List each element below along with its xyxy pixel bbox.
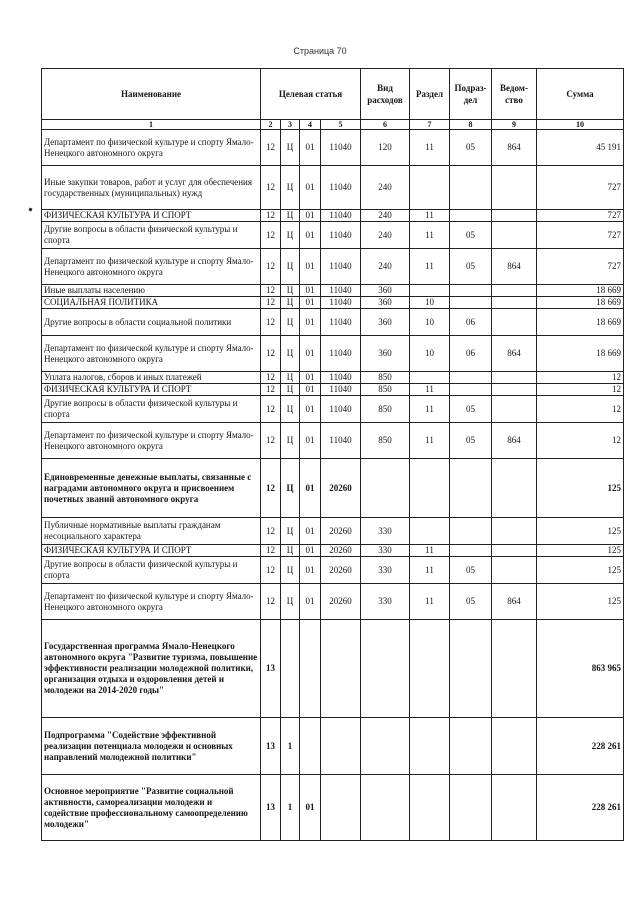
cell-target-event: 01: [300, 545, 321, 557]
header-vedomstvo: Ведом-ство: [492, 69, 537, 120]
cell-name: Государственная программа Ямало-Ненецкого автономного округа "Развитие туризма, повышение эффективности реализации молодежной политики, организация отдыха и оздоровления детей и молодежи на 2014-2020 годы": [42, 620, 261, 718]
cell-target-event: 01: [300, 130, 321, 166]
cell-target-event: 01: [300, 775, 321, 841]
cell-subsection: [450, 384, 492, 396]
column-number: 2: [261, 120, 281, 130]
cell-expense-type: [361, 459, 410, 518]
cell-target-program: 13: [261, 620, 281, 718]
column-number: 3: [281, 120, 300, 130]
cell-section: 10: [410, 309, 450, 336]
cell-target-subprogram: Ц: [281, 249, 300, 285]
cell-department: [492, 557, 537, 584]
cell-target-program: 12: [261, 222, 281, 249]
cell-target-event: [300, 718, 321, 775]
cell-target-event: 01: [300, 166, 321, 210]
cell-expense-type: 330: [361, 545, 410, 557]
cell-subsection: 05: [450, 557, 492, 584]
cell-target-subprogram: Ц: [281, 210, 300, 222]
header-summa: Сумма: [537, 69, 624, 120]
cell-department: [492, 775, 537, 841]
cell-expense-type: 360: [361, 285, 410, 297]
cell-name: Единовременные денежные выплаты, связанные с наградами автономного округа и присвоением почетных званий автономного округа: [42, 459, 261, 518]
cell-name: Подпрограмма "Содействие эффективной реализации потенциала молодежи и основных направлений молодежной политики": [42, 718, 261, 775]
cell-department: [492, 459, 537, 518]
cell-target-subprogram: Ц: [281, 372, 300, 384]
cell-amount: 727: [537, 249, 624, 285]
cell-target-program: 12: [261, 249, 281, 285]
cell-target-program: 12: [261, 210, 281, 222]
cell-target-subprogram: Ц: [281, 396, 300, 423]
table-row: [42, 166, 624, 210]
cell-target-subprogram: [281, 620, 300, 718]
cell-target-code: 11040: [321, 130, 361, 166]
cell-expense-type: [361, 620, 410, 718]
cell-target-subprogram: Ц: [281, 545, 300, 557]
cell-section: 11: [410, 249, 450, 285]
cell-subsection: [450, 459, 492, 518]
cell-target-event: 01: [300, 222, 321, 249]
cell-target-event: 01: [300, 423, 321, 459]
cell-target-subprogram: Ц: [281, 309, 300, 336]
cell-target-code: 11040: [321, 423, 361, 459]
cell-expense-type: 360: [361, 297, 410, 309]
cell-amount: 12: [537, 423, 624, 459]
cell-target-program: 13: [261, 775, 281, 841]
cell-target-event: 01: [300, 336, 321, 372]
cell-amount: 228 261: [537, 718, 624, 775]
cell-target-subprogram: Ц: [281, 336, 300, 372]
cell-department: [492, 545, 537, 557]
cell-target-event: [300, 620, 321, 718]
cell-section: [410, 620, 450, 718]
cell-target-subprogram: 1: [281, 775, 300, 841]
cell-amount: 18 669: [537, 336, 624, 372]
cell-amount: 18 669: [537, 285, 624, 297]
cell-expense-type: 360: [361, 309, 410, 336]
cell-amount: 18 669: [537, 309, 624, 336]
cell-name: Департамент по физической культуре и спорту Ямало-Ненецкого автономного округа: [42, 584, 261, 620]
cell-name: Департамент по физической культуре и спорту Ямало-Ненецкого автономного округа: [42, 336, 261, 372]
cell-expense-type: 240: [361, 222, 410, 249]
cell-department: [492, 518, 537, 545]
cell-subsection: 05: [450, 249, 492, 285]
cell-target-subprogram: Ц: [281, 584, 300, 620]
cell-department: [492, 222, 537, 249]
cell-target-event: 01: [300, 372, 321, 384]
cell-target-code: 11040: [321, 384, 361, 396]
column-number: 8: [450, 120, 492, 130]
cell-subsection: [450, 210, 492, 222]
cell-department: [492, 396, 537, 423]
cell-department: [492, 384, 537, 396]
cell-target-program: 12: [261, 130, 281, 166]
cell-target-program: 12: [261, 297, 281, 309]
cell-name: СОЦИАЛЬНАЯ ПОЛИТИКА: [42, 297, 261, 309]
cell-section: 11: [410, 130, 450, 166]
cell-subsection: [450, 166, 492, 210]
column-number: 7: [410, 120, 450, 130]
cell-amount: 727: [537, 166, 624, 210]
table-row: [42, 297, 624, 309]
cell-section: 11: [410, 222, 450, 249]
cell-target-code: 11040: [321, 166, 361, 210]
cell-name: Уплата налогов, сборов и иных платежей: [42, 372, 261, 384]
page-number: Страница 70: [293, 46, 347, 56]
cell-target-program: 13: [261, 718, 281, 775]
cell-target-program: 12: [261, 166, 281, 210]
cell-section: 11: [410, 584, 450, 620]
cell-amount: 18 669: [537, 297, 624, 309]
header-vid: Вид расходов: [361, 69, 410, 120]
cell-department: [492, 309, 537, 336]
cell-target-program: 12: [261, 336, 281, 372]
table-row: [42, 557, 624, 584]
cell-name: Основное мероприятие "Развитие социальной активности, самореализации молодежи и содействие профессиональному самоопределению молодежи": [42, 775, 261, 841]
cell-target-event: 01: [300, 459, 321, 518]
cell-target-code: [321, 718, 361, 775]
table-row: [42, 285, 624, 297]
cell-subsection: [450, 285, 492, 297]
cell-target-code: 20260: [321, 459, 361, 518]
table-row: [42, 518, 624, 545]
cell-amount: 228 261: [537, 775, 624, 841]
cell-subsection: 06: [450, 336, 492, 372]
cell-target-subprogram: Ц: [281, 384, 300, 396]
cell-expense-type: 240: [361, 249, 410, 285]
cell-target-code: 20260: [321, 584, 361, 620]
cell-department: [492, 166, 537, 210]
cell-target-subprogram: Ц: [281, 222, 300, 249]
cell-subsection: [450, 775, 492, 841]
cell-target-code: 11040: [321, 249, 361, 285]
cell-department: [492, 718, 537, 775]
cell-name: Иные закупки товаров, работ и услуг для обеспечения государственных (муниципальных) нужд: [42, 166, 261, 210]
cell-section: 11: [410, 423, 450, 459]
cell-target-code: 11040: [321, 222, 361, 249]
cell-expense-type: 850: [361, 384, 410, 396]
cell-name: ФИЗИЧЕСКАЯ КУЛЬТУРА И СПОРТ: [42, 545, 261, 557]
cell-subsection: [450, 372, 492, 384]
cell-expense-type: 240: [361, 166, 410, 210]
cell-amount: 12: [537, 384, 624, 396]
column-number: 1: [42, 120, 261, 130]
cell-target-code: 20260: [321, 518, 361, 545]
table-row: [42, 584, 624, 620]
cell-subsection: 05: [450, 396, 492, 423]
cell-department: 864: [492, 130, 537, 166]
cell-target-subprogram: Ц: [281, 557, 300, 584]
cell-expense-type: 330: [361, 584, 410, 620]
cell-target-event: 01: [300, 584, 321, 620]
cell-section: 11: [410, 210, 450, 222]
cell-target-program: 12: [261, 285, 281, 297]
cell-subsection: [450, 297, 492, 309]
cell-target-subprogram: Ц: [281, 518, 300, 545]
cell-subsection: [450, 718, 492, 775]
cell-section: [410, 518, 450, 545]
cell-subsection: 05: [450, 130, 492, 166]
cell-department: 864: [492, 249, 537, 285]
table-row: [42, 396, 624, 423]
cell-target-subprogram: Ц: [281, 459, 300, 518]
column-number: 5: [321, 120, 361, 130]
cell-section: 11: [410, 557, 450, 584]
scan-mark: [29, 208, 33, 212]
cell-target-event: 01: [300, 384, 321, 396]
column-number: 9: [492, 120, 537, 130]
cell-name: Другие вопросы в области физической культуры и спорта: [42, 557, 261, 584]
cell-department: [492, 620, 537, 718]
cell-subsection: 05: [450, 584, 492, 620]
cell-target-event: 01: [300, 557, 321, 584]
cell-name: Другие вопросы в области социальной политики: [42, 309, 261, 336]
cell-amount: 727: [537, 222, 624, 249]
table-row: [42, 718, 624, 775]
cell-target-program: 12: [261, 459, 281, 518]
cell-name: Другие вопросы в области физической культуры и спорта: [42, 222, 261, 249]
cell-expense-type: 330: [361, 557, 410, 584]
cell-section: [410, 718, 450, 775]
cell-target-program: 12: [261, 557, 281, 584]
header-podrazdel: Подраз-дел: [450, 69, 492, 120]
cell-target-program: 12: [261, 518, 281, 545]
cell-expense-type: 240: [361, 210, 410, 222]
cell-target-code: 11040: [321, 210, 361, 222]
cell-subsection: [450, 518, 492, 545]
cell-amount: 125: [537, 584, 624, 620]
table-row: [42, 309, 624, 336]
table-row: [42, 545, 624, 557]
cell-name: Департамент по физической культуре и спорту Ямало-Ненецкого автономного округа: [42, 423, 261, 459]
cell-target-program: 12: [261, 396, 281, 423]
cell-name: Публичные нормативные выплаты гражданам несоциального характера: [42, 518, 261, 545]
cell-name: Другие вопросы в области физической культуры и спорта: [42, 396, 261, 423]
cell-target-code: 20260: [321, 557, 361, 584]
cell-section: [410, 775, 450, 841]
cell-target-subprogram: Ц: [281, 166, 300, 210]
table-row: [42, 130, 624, 166]
cell-target-code: 11040: [321, 297, 361, 309]
cell-expense-type: 850: [361, 372, 410, 384]
cell-target-subprogram: Ц: [281, 130, 300, 166]
cell-department: 864: [492, 423, 537, 459]
cell-department: [492, 372, 537, 384]
cell-target-program: 12: [261, 423, 281, 459]
cell-section: 10: [410, 336, 450, 372]
header-razdel: Раздел: [410, 69, 450, 120]
cell-target-code: 11040: [321, 285, 361, 297]
table-row: [42, 210, 624, 222]
column-number: 6: [361, 120, 410, 130]
cell-target-subprogram: 1: [281, 718, 300, 775]
cell-subsection: 05: [450, 423, 492, 459]
table-row: [42, 459, 624, 518]
column-number: 4: [300, 120, 321, 130]
cell-target-event: 01: [300, 249, 321, 285]
cell-target-event: 01: [300, 297, 321, 309]
cell-department: 864: [492, 584, 537, 620]
header-name: Наименование: [42, 69, 261, 120]
cell-expense-type: [361, 718, 410, 775]
cell-target-event: 01: [300, 518, 321, 545]
cell-expense-type: 850: [361, 396, 410, 423]
table-row: [42, 249, 624, 285]
table-row: [42, 384, 624, 396]
column-number: 10: [537, 120, 624, 130]
cell-subsection: [450, 620, 492, 718]
table-row: [42, 372, 624, 384]
cell-target-event: 01: [300, 285, 321, 297]
cell-expense-type: [361, 775, 410, 841]
cell-target-code: 20260: [321, 545, 361, 557]
cell-amount: 727: [537, 210, 624, 222]
cell-expense-type: 120: [361, 130, 410, 166]
cell-section: 10: [410, 297, 450, 309]
cell-amount: 125: [537, 518, 624, 545]
cell-target-event: 01: [300, 309, 321, 336]
cell-section: [410, 166, 450, 210]
cell-name: ФИЗИЧЕСКАЯ КУЛЬТУРА И СПОРТ: [42, 210, 261, 222]
table-row: [42, 423, 624, 459]
cell-target-code: [321, 620, 361, 718]
cell-department: [492, 297, 537, 309]
cell-amount: 125: [537, 557, 624, 584]
cell-section: [410, 285, 450, 297]
cell-target-code: 11040: [321, 309, 361, 336]
header-target: Целевая статья: [261, 69, 361, 120]
cell-subsection: 05: [450, 222, 492, 249]
cell-amount: 125: [537, 459, 624, 518]
cell-department: [492, 285, 537, 297]
cell-name: Департамент по физической культуре и спорту Ямало-Ненецкого автономного округа: [42, 249, 261, 285]
table-row: [42, 336, 624, 372]
cell-target-program: 12: [261, 545, 281, 557]
cell-amount: 863 965: [537, 620, 624, 718]
cell-amount: 12: [537, 396, 624, 423]
column-number-row: [42, 120, 624, 130]
cell-target-event: 01: [300, 396, 321, 423]
cell-section: 11: [410, 396, 450, 423]
cell-target-code: 11040: [321, 336, 361, 372]
budget-table: [41, 68, 624, 841]
cell-name: Департамент по физической культуре и спорту Ямало-Ненецкого автономного округа: [42, 130, 261, 166]
cell-amount: 12: [537, 372, 624, 384]
header-row: [42, 69, 624, 120]
cell-target-code: 11040: [321, 396, 361, 423]
cell-target-program: 12: [261, 384, 281, 396]
cell-expense-type: 360: [361, 336, 410, 372]
cell-expense-type: 330: [361, 518, 410, 545]
cell-section: [410, 372, 450, 384]
cell-target-code: [321, 775, 361, 841]
cell-amount: 125: [537, 545, 624, 557]
cell-department: [492, 210, 537, 222]
cell-amount: 45 191: [537, 130, 624, 166]
table-row: [42, 620, 624, 718]
cell-target-program: 12: [261, 309, 281, 336]
cell-subsection: 06: [450, 309, 492, 336]
table-row: [42, 775, 624, 841]
table-row: [42, 222, 624, 249]
cell-section: 11: [410, 545, 450, 557]
cell-target-code: 11040: [321, 372, 361, 384]
cell-target-subprogram: Ц: [281, 423, 300, 459]
cell-department: 864: [492, 336, 537, 372]
cell-subsection: [450, 545, 492, 557]
cell-expense-type: 850: [361, 423, 410, 459]
cell-target-event: 01: [300, 210, 321, 222]
cell-section: 11: [410, 384, 450, 396]
cell-target-program: 12: [261, 372, 281, 384]
cell-target-subprogram: Ц: [281, 297, 300, 309]
cell-name: Иные выплаты населению: [42, 285, 261, 297]
cell-name: ФИЗИЧЕСКАЯ КУЛЬТУРА И СПОРТ: [42, 384, 261, 396]
cell-target-program: 12: [261, 584, 281, 620]
cell-target-subprogram: Ц: [281, 285, 300, 297]
cell-section: [410, 459, 450, 518]
